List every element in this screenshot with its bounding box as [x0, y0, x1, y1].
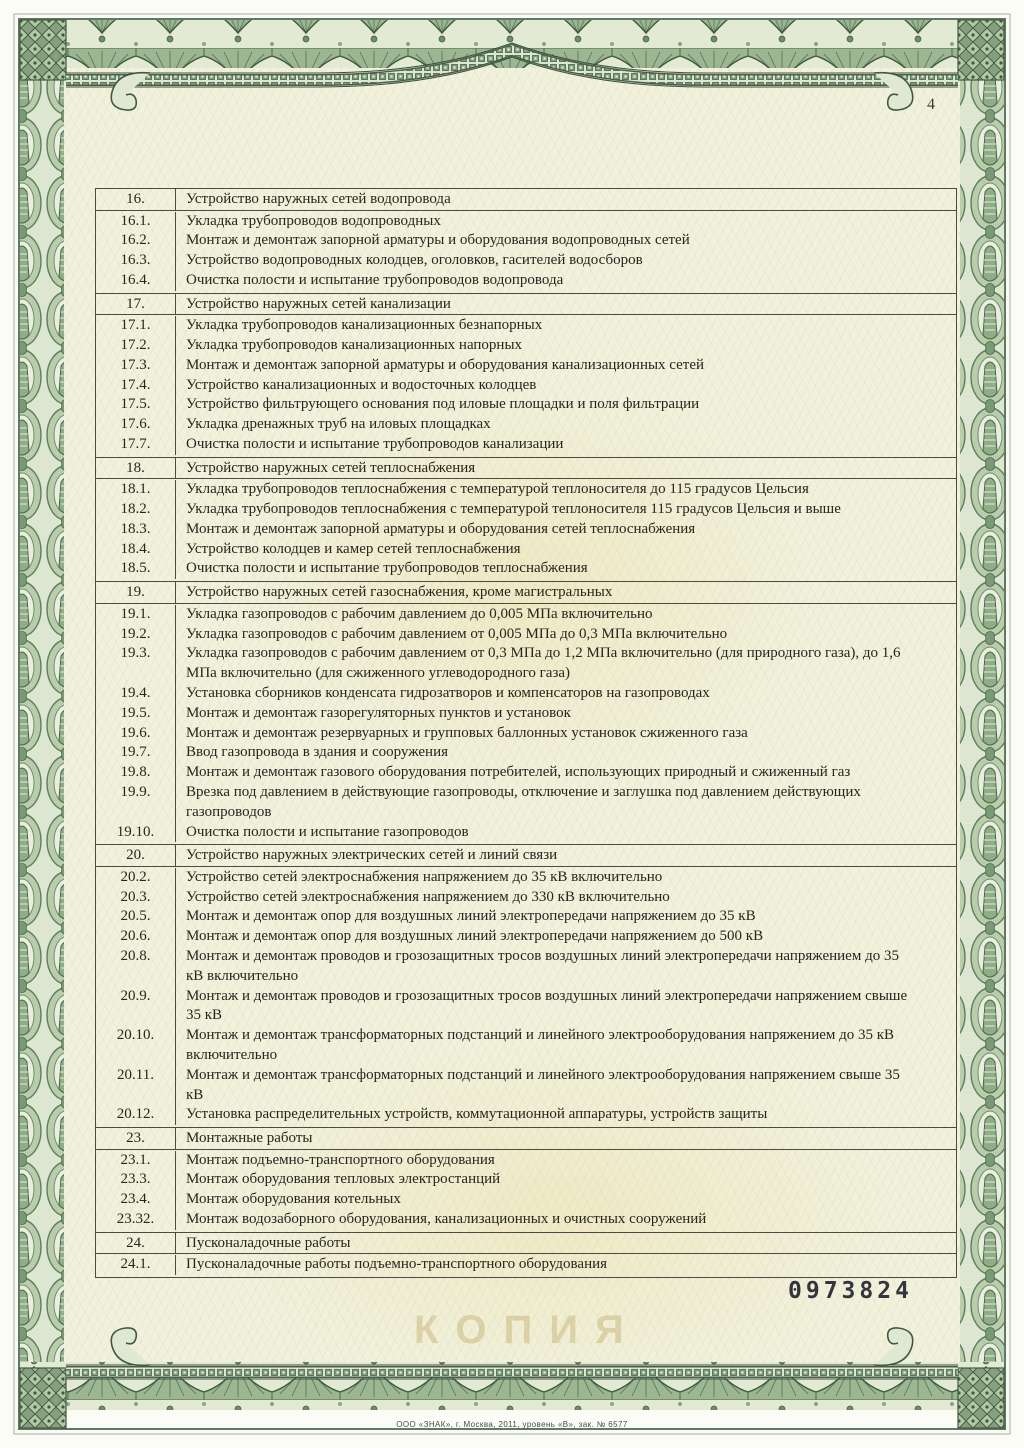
works-table [95, 188, 957, 1278]
item-number: 20.2. [96, 868, 176, 888]
item-text: Монтаж и демонтаж газорегуляторных пунктов и установок [186, 704, 571, 721]
item-text: Пусконаладочные работы подъемно-транспортного оборудования [186, 1256, 608, 1273]
item-text: Монтаж водозаборного оборудования, канализационных и очистных сооружений [186, 1211, 707, 1228]
table-row [96, 724, 956, 744]
section-header-row [96, 293, 956, 316]
item-number: 19.10. [96, 823, 176, 843]
item-number: 17.5. [96, 395, 176, 415]
item-number: 18.5. [96, 559, 176, 579]
section-header-row [96, 1127, 956, 1150]
item-number: 20.10. [96, 1026, 176, 1066]
printer-imprint: ООО «ЗНАК», г. Москва, 2011, уровень «В», зак. № 6577 [396, 1420, 628, 1429]
item-text: Врезка под давлением в действующие газопроводы, отключение и заглушка под давлением действующих газопроводов [186, 783, 861, 820]
section-number: 16. [96, 189, 176, 210]
table-row [96, 559, 956, 579]
item-number: 17.2. [96, 336, 176, 356]
section-header-row [96, 581, 956, 604]
item-text: Устройство фильтрующего основания под иловые площадки и поля фильтрации [186, 396, 700, 413]
item-number: 20.9. [96, 987, 176, 1027]
item-text: Монтаж и демонтаж опор для воздушных линий электропередачи напряжением до 500 кВ [186, 928, 764, 945]
table-row [96, 868, 956, 888]
item-text: Укладка трубопроводов теплоснабжения с температурой теплоносителя до 115 градусов Цельсия [186, 481, 809, 498]
table-row [96, 480, 956, 500]
table-row [96, 743, 956, 763]
item-text: Устройство канализационных и водосточных колодцев [186, 376, 537, 393]
item-text: Монтаж и демонтаж запорной арматуры и оборудования канализационных сетей [186, 356, 705, 373]
item-text: Укладка газопроводов с рабочим давлением от 0,3 МПа до 1,2 МПа включительно (для природного газа), до 1,6 МПа включительно (для сжиженного углеводородного газа) [186, 645, 901, 682]
item-number: 19.4. [96, 684, 176, 704]
item-number: 20.11. [96, 1066, 176, 1106]
item-number: 20.5. [96, 907, 176, 927]
item-text: Ввод газопровода в здания и сооружения [186, 744, 448, 761]
section-header-row [96, 457, 956, 480]
table-row [96, 947, 956, 987]
item-text: Устройство сетей электроснабжения напряжением до 35 кВ включительно [186, 868, 663, 885]
table-row [96, 356, 956, 376]
table-row [96, 1151, 956, 1171]
section-items-group [96, 211, 956, 293]
item-text: Монтаж подъемно-транспортного оборудования [186, 1151, 495, 1168]
item-text: Монтаж и демонтаж трансформаторных подстанций и линейного электрооборудования напряжением свыше 35 кВ [186, 1066, 900, 1103]
item-text: Укладка газопроводов с рабочим давлением от 0,005 МПа до 0,3 МПа включительно [186, 625, 728, 642]
item-number: 16.2. [96, 231, 176, 251]
item-number: 18.4. [96, 540, 176, 560]
table-row [96, 927, 956, 947]
item-number: 17.6. [96, 415, 176, 435]
item-text: Укладка дренажных труб на иловых площадках [186, 416, 491, 433]
item-text: Монтаж и демонтаж запорной арматуры и оборудования сетей теплоснабжения [186, 520, 696, 537]
item-number: 19.1. [96, 605, 176, 625]
table-row [96, 1170, 956, 1190]
item-number: 17.4. [96, 376, 176, 396]
table-row [96, 271, 956, 291]
item-text: Очистка полости и испытание трубопроводов водопровода [186, 271, 564, 288]
item-number: 16.4. [96, 271, 176, 291]
item-text: Монтаж и демонтаж газового оборудования потребителей, использующих природный и сжиженный газ [186, 764, 851, 781]
table-row [96, 987, 956, 1027]
section-number: 24. [96, 1233, 176, 1254]
table-row [96, 1190, 956, 1210]
item-number: 19.3. [96, 644, 176, 684]
item-text: Очистка полости и испытание трубопроводов теплоснабжения [186, 560, 588, 577]
section-title: Монтажные работы [186, 1130, 313, 1147]
item-text: Укладка трубопроводов водопроводных [186, 212, 441, 229]
table-row [96, 823, 956, 843]
table-row [96, 1066, 956, 1106]
table-row [96, 684, 956, 704]
table-row [96, 540, 956, 560]
section-items-group [96, 479, 956, 581]
table-row [96, 888, 956, 908]
item-number: 20.6. [96, 927, 176, 947]
item-text: Установка сборников конденсата гидрозатворов и компенсаторов на газопроводах [186, 684, 710, 701]
section-title: Устройство наружных электрических сетей и линий связи [186, 847, 558, 864]
table-row [96, 605, 956, 625]
table-row [96, 520, 956, 540]
item-number: 20.12. [96, 1105, 176, 1125]
item-text: Монтаж и демонтаж трансформаторных подстанций и линейного электрооборудования напряжением до 35 кВ включительно [186, 1027, 895, 1063]
item-text: Устройство водопроводных колодцев, оголовков, гасителей водосборов [186, 252, 643, 269]
section-items-group [96, 1254, 956, 1277]
section-items-group [96, 604, 956, 845]
section-title: Устройство наружных сетей газоснабжения, кроме магистральных [186, 584, 613, 601]
item-text: Укладка трубопроводов канализационных безнапорных [186, 317, 543, 334]
item-number: 19.7. [96, 743, 176, 763]
table-row [96, 1210, 956, 1230]
table-row [96, 704, 956, 724]
item-text: Очистка полости и испытание газопроводов [186, 823, 469, 840]
section-number: 18. [96, 458, 176, 479]
section-header-row [96, 189, 956, 211]
item-number: 19.5. [96, 704, 176, 724]
item-text: Монтаж и демонтаж опор для воздушных линий электропередачи напряжением до 35 кВ [186, 908, 756, 925]
item-number: 16.3. [96, 251, 176, 271]
item-text: Укладка трубопроводов теплоснабжения с температурой теплоносителя 115 градусов Цельсия и выше [186, 501, 841, 518]
table-row [96, 763, 956, 783]
table-row [96, 435, 956, 455]
item-text: Устройство сетей электроснабжения напряжением до 330 кВ включительно [186, 888, 670, 905]
table-row [96, 415, 956, 435]
section-title: Устройство наружных сетей теплоснабжения [186, 459, 476, 476]
item-number: 18.3. [96, 520, 176, 540]
page-number: 4 [927, 96, 935, 113]
table-row [96, 376, 956, 396]
table-row [96, 212, 956, 232]
section-title: Устройство наружных сетей водопровода [186, 191, 451, 207]
table-row [96, 625, 956, 645]
item-number: 17.1. [96, 316, 176, 336]
item-text: Монтаж и демонтаж проводов и грозозащитных тросов воздушных линий электропередачи напряжением до 35 кВ включительно [186, 948, 899, 984]
section-items-group [96, 315, 956, 457]
item-number: 19.6. [96, 724, 176, 744]
item-number: 19.9. [96, 783, 176, 823]
item-text: Укладка трубопроводов канализационных напорных [186, 336, 523, 353]
serial-number: 0973824 [788, 1278, 913, 1304]
item-number: 17.3. [96, 356, 176, 376]
item-number: 19.2. [96, 625, 176, 645]
item-number: 23.3. [96, 1170, 176, 1190]
table-row [96, 336, 956, 356]
section-header-row [96, 1232, 956, 1255]
section-items-group [96, 1150, 956, 1232]
table-row [96, 1255, 956, 1275]
section-number: 23. [96, 1128, 176, 1149]
table-row [96, 907, 956, 927]
section-header-row [96, 844, 956, 867]
table-row [96, 231, 956, 251]
item-number: 17.7. [96, 435, 176, 455]
item-text: Монтаж и демонтаж проводов и грозозащитных тросов воздушных линий электропередачи напряжением свыше 35 кВ [186, 987, 908, 1024]
section-number: 20. [96, 845, 176, 866]
item-number: 23.32. [96, 1210, 176, 1230]
item-number: 23.4. [96, 1190, 176, 1210]
table-row [96, 251, 956, 271]
table-row [96, 644, 956, 684]
item-number: 20.3. [96, 888, 176, 908]
table-row [96, 500, 956, 520]
item-text: Монтаж оборудования котельных [186, 1191, 401, 1208]
item-number: 19.8. [96, 763, 176, 783]
table-row [96, 783, 956, 823]
item-text: Устройство колодцев и камер сетей теплоснабжения [186, 540, 521, 557]
section-number: 19. [96, 582, 176, 603]
item-text: Монтаж и демонтаж запорной арматуры и оборудования водопроводных сетей [186, 232, 690, 249]
item-text: Монтаж оборудования тепловых электростанций [186, 1171, 501, 1188]
table-row [96, 395, 956, 415]
item-text: Очистка полости и испытание трубопроводов канализации [186, 435, 564, 452]
table-row [96, 316, 956, 336]
table-row [96, 1026, 956, 1066]
section-items-group [96, 867, 956, 1127]
section-title: Пусконаладочные работы [186, 1234, 351, 1251]
item-number: 20.8. [96, 947, 176, 987]
item-text: Монтаж и демонтаж резервуарных и групповых баллонных установок сжиженного газа [186, 724, 748, 741]
table-row [96, 1105, 956, 1125]
item-text: Укладка газопроводов с рабочим давлением до 0,005 МПа включительно [186, 605, 653, 622]
item-number: 24.1. [96, 1255, 176, 1275]
copy-watermark: КОПИЯ [414, 1308, 641, 1352]
section-title: Устройство наружных сетей канализации [186, 295, 451, 312]
item-number: 16.1. [96, 212, 176, 232]
section-number: 17. [96, 294, 176, 315]
item-number: 18.1. [96, 480, 176, 500]
item-text: Установка распределительных устройств, коммутационной аппаратуры, устройств защиты [186, 1106, 768, 1123]
item-number: 23.1. [96, 1151, 176, 1171]
item-number: 18.2. [96, 500, 176, 520]
